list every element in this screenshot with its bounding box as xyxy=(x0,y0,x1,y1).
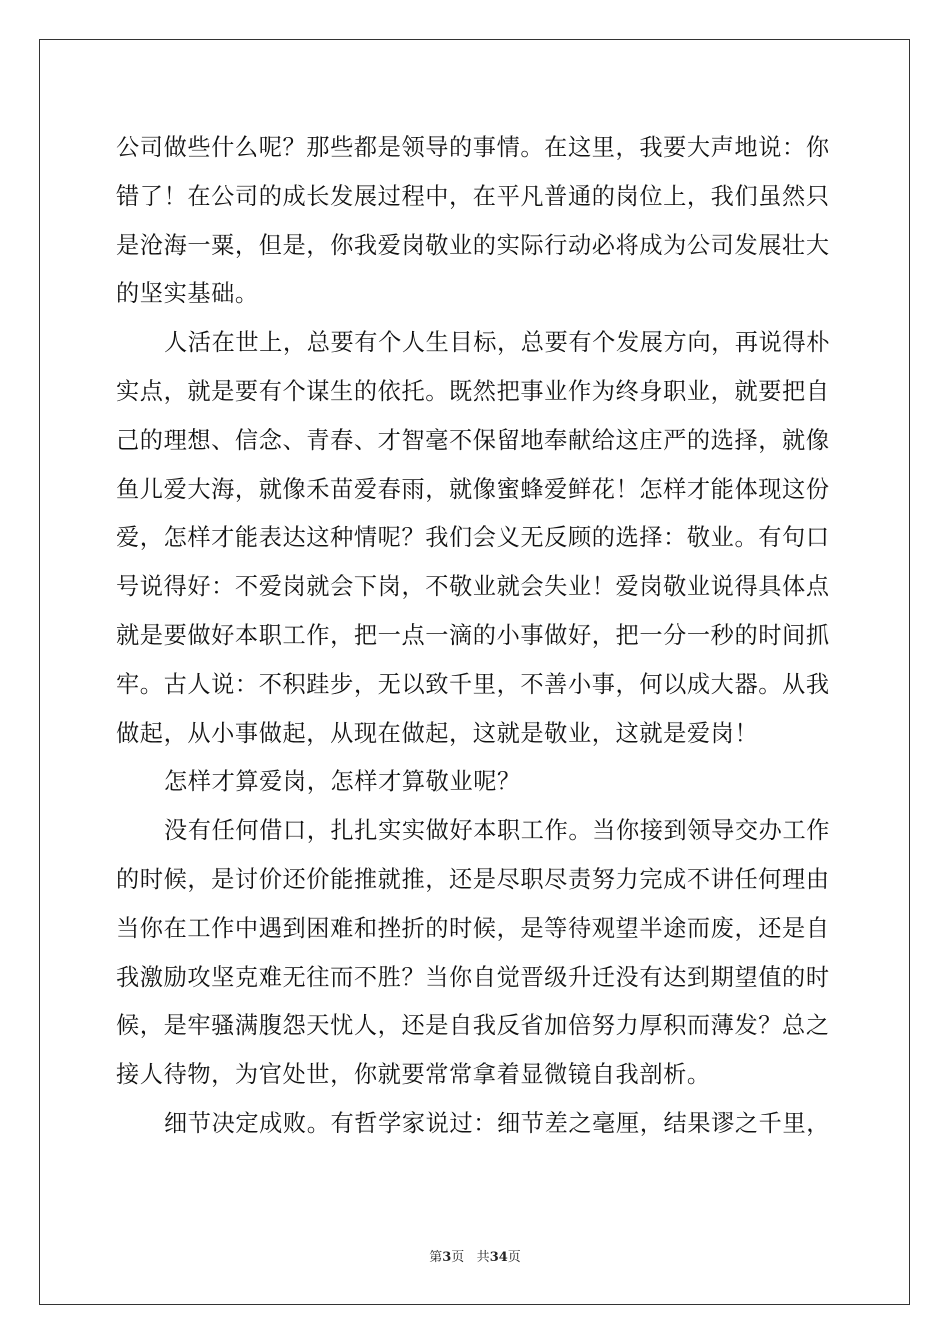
text-line: 爱，怎样才能表达这种情呢？我们会义无反顾的选择：敬业。有句口 xyxy=(116,524,830,552)
text-line: 是沧海一粟，但是，你我爱岗敬业的实际行动必将成为公司发展壮大 xyxy=(116,231,830,259)
text-line: 号说得好：不爱岗就会下岗，不敬业就会失业！爱岗敬业说得具体点 xyxy=(116,573,830,601)
page-footer xyxy=(0,1249,950,1267)
text-line: 细节决定成败。有哲学家说过：细节差之毫厘，结果谬之千里， xyxy=(164,1109,831,1137)
text-line: 的时候，是讨价还价能推就推，还是尽职尽责努力完成不讲任何理由 xyxy=(116,865,830,893)
text-line: 的坚实基础。 xyxy=(116,280,259,308)
text-line: 做起，从小事做起，从现在做起，这就是敬业，这就是爱岗！ xyxy=(116,719,759,747)
document-body xyxy=(116,124,834,1149)
total-suffix: 页 xyxy=(507,1250,521,1265)
text-line: 牢。古人说：不积跬步，无以致千里，不善小事，何以成大器。从我 xyxy=(116,670,830,698)
text-line: 我激励攻坚克难无往而不胜？当你自觉晋级升迁没有达到期望值的时 xyxy=(116,963,830,991)
text-line: 公司做些什么呢？那些都是领导的事情。在这里，我要大声地说：你 xyxy=(116,134,830,161)
text-line: 怎样才算爱岗，怎样才算敬业呢？ xyxy=(164,768,521,796)
text-line: 实点，就是要有个谋生的依托。既然把事业作为终身职业，就要把自 xyxy=(116,377,830,405)
text-line: 错了！在公司的成长发展过程中，在平凡普通的岗位上，我们虽然只 xyxy=(116,182,830,210)
text-line: 当你在工作中遇到困难和挫折的时候，是等待观望半途而废，还是自 xyxy=(116,914,830,942)
text-line: 就是要做好本职工作，把一点一滴的小事做好，把一分一秒的时间抓 xyxy=(116,621,830,649)
page-prefix: 第 xyxy=(429,1250,443,1265)
text-line: 候，是牢骚满腹怨天忧人，还是自我反省加倍努力厚积而薄发？总之 xyxy=(116,1012,830,1040)
text-line: 人活在世上，总要有个人生目标，总要有个发展方向，再说得朴 xyxy=(164,329,831,357)
page-suffix: 页 xyxy=(451,1250,465,1265)
text-line: 己的理想、信念、青春、才智毫不保留地奉献给这庄严的选择，就像 xyxy=(116,426,830,454)
total-pages: 34 xyxy=(489,1250,508,1265)
total-prefix: 共 xyxy=(476,1250,490,1265)
text-line: 鱼儿爱大海，就像禾苗爱春雨，就像蜜蜂爱鲜花！怎样才能体现这份 xyxy=(116,475,830,503)
page-number: 3 xyxy=(442,1250,452,1265)
text-line: 接人待物，为官处世，你就要常常拿着显微镜自我剖析。 xyxy=(116,1061,711,1089)
text-line: 没有任何借口，扎扎实实做好本职工作。当你接到领导交办工作 xyxy=(164,817,831,845)
